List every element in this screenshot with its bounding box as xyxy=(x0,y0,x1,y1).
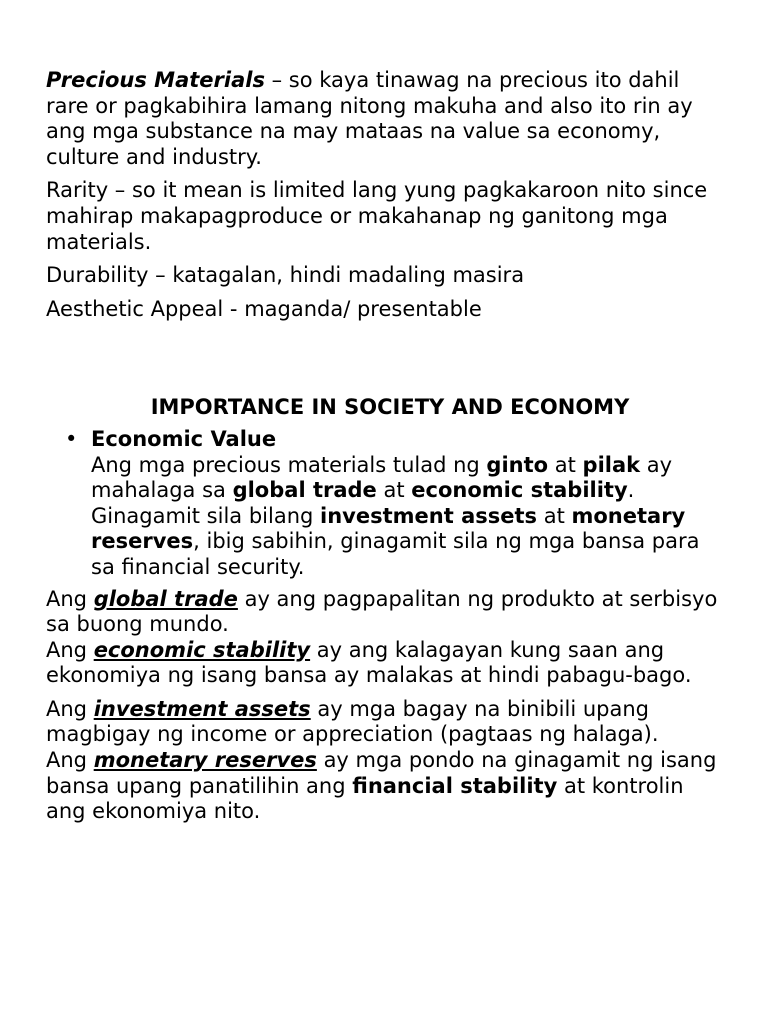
glossary-monetary-reserves xyxy=(46,748,728,825)
bullet-economic-value xyxy=(65,426,728,581)
text-run: . Ginagamit sila bilang xyxy=(91,478,635,528)
definition-precious-materials xyxy=(46,68,728,170)
term-economic-stability: economic stability xyxy=(93,637,311,662)
text-run: Ang xyxy=(46,586,94,611)
glossary-economic-stability xyxy=(46,638,728,689)
term-precious-materials: Precious Materials xyxy=(46,68,265,92)
text-run: ay mga pondo na ginagamit ng isang bansa upang panatilihin ang xyxy=(46,748,717,798)
term-monetary-reserves: monetary reserves xyxy=(93,748,317,773)
text-run: ay mga bagay na binibili upang magbigay ng income or appreciation (pagtaas ng halaga). xyxy=(46,696,659,747)
definition-rarity: Rarity – so it mean is limited lang yung pagkakaroon nito since mahirap makapagproduce or makahanap ng ganitong mga materials. xyxy=(46,178,708,254)
text-run: ay mahalaga sa xyxy=(91,452,673,503)
section-heading: IMPORTANCE IN SOCIETY AND ECONOMY xyxy=(150,395,630,420)
glossary-global-trade xyxy=(46,587,728,638)
text-run: at xyxy=(537,503,572,528)
bullet-dot-icon: • xyxy=(65,426,78,451)
bullet-title: Economic Value xyxy=(91,426,277,451)
text-run: at xyxy=(548,452,583,477)
bold-ginto: ginto xyxy=(486,452,549,477)
text-run: Ang mga precious materials tulad ng xyxy=(91,452,487,477)
text-run: Ang xyxy=(46,696,94,721)
bold-financial-stability: financial stability xyxy=(352,773,558,798)
term-investment-assets: investment assets xyxy=(93,696,311,721)
bold-monetary-reserves: monetary reserves xyxy=(91,503,686,554)
bold-economic-stability: economic stability xyxy=(411,478,628,503)
glossary-investment-assets xyxy=(46,697,728,748)
bold-global-trade: global trade xyxy=(232,478,377,503)
text-run: at kontrolin ang ekonomiya nito. xyxy=(46,773,684,824)
text-run: , ibig sabihin, ginagamit sila ng mga bansa para sa financial security. xyxy=(91,529,700,579)
text-run: Ang xyxy=(46,637,94,662)
text-run: ay ang pagpapalitan ng produkto at serbisyo sa buong mundo. xyxy=(46,586,718,637)
definition-durability: Durability – katagalan, hindi madaling masira xyxy=(46,263,525,288)
text-run: at xyxy=(376,478,412,503)
bold-investment-assets: investment assets xyxy=(320,503,538,528)
text-run: ay ang kalagayan kung saan ang ekonomiya ng isang bansa ay malakas at hindi pabagu-bago. xyxy=(46,637,692,688)
term-global-trade: global trade xyxy=(93,586,238,611)
bullet-body xyxy=(91,453,700,579)
text-run: Ang xyxy=(46,748,94,773)
bullet-list xyxy=(46,427,728,581)
definition-aesthetic-appeal: Aesthetic Appeal - maganda/ presentable xyxy=(46,296,482,321)
definition-text: – so kaya tinawag na precious ito dahil rare or pagkabihira lamang nitong makuha and also ito rin ay ang mga substance na may mataas na value sa economy, culture and industry. xyxy=(46,68,693,169)
bold-pilak: pilak xyxy=(582,452,641,477)
